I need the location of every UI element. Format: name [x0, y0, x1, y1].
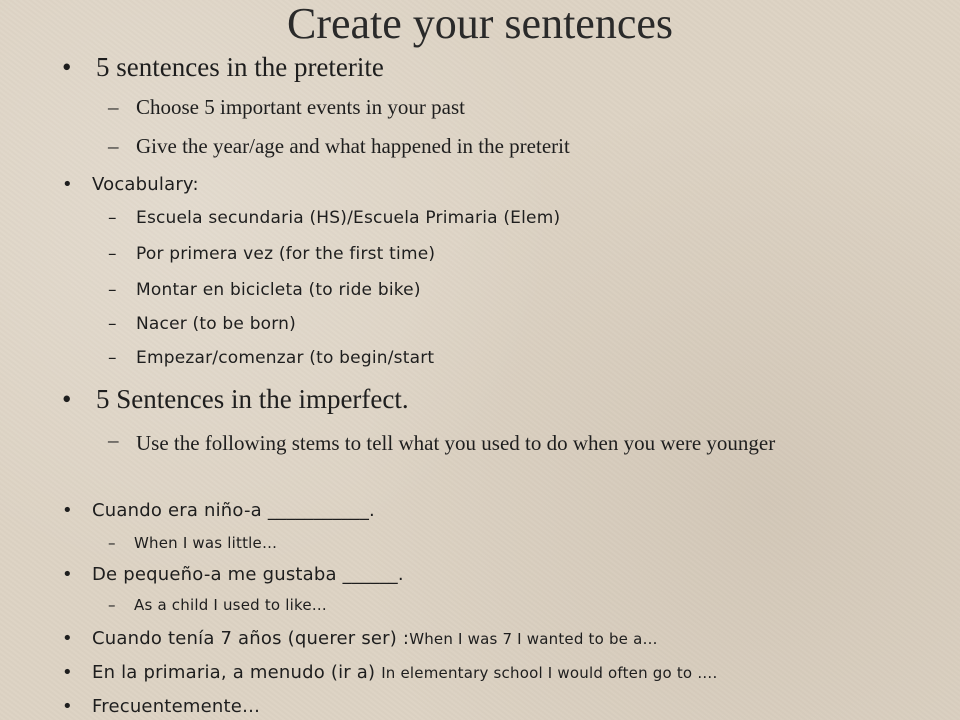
- stem-translation: When I was little…: [134, 534, 278, 552]
- dash-icon: –: [108, 428, 119, 452]
- list-item-text: Give the year/age and what happened in the preterit: [136, 134, 570, 158]
- dash-icon: –: [108, 244, 117, 264]
- stem-translation: In elementary school I would often go to ….: [381, 664, 718, 682]
- dash-icon: –: [108, 314, 117, 334]
- list-item-text: Use the following stems to tell what you used to do when you were younger: [136, 431, 776, 455]
- bullet-icon: •: [62, 174, 73, 195]
- dash-icon: –: [108, 348, 117, 368]
- bullet-icon: •: [62, 384, 72, 414]
- stem-translation: When I was 7 I wanted to be a…: [409, 630, 658, 648]
- dash-icon: –: [108, 280, 117, 300]
- bullet-icon: •: [62, 662, 73, 683]
- imperfect-heading: 5 Sentences in the imperfect.: [96, 384, 409, 414]
- bullet-icon: •: [62, 628, 73, 649]
- stem-text: Cuando tenía 7 años (querer ser) :: [92, 628, 410, 649]
- dash-icon: –: [108, 95, 119, 119]
- stem-text: En la primaria, a menudo (ir a): [92, 662, 376, 683]
- bullet-icon: •: [62, 52, 72, 82]
- slide-title: Create your sentences: [286, 0, 674, 48]
- stem-translation: As a child I used to like…: [134, 596, 327, 614]
- stem-text: Cuando era niño-a ___________.: [92, 500, 375, 521]
- dash-icon: –: [108, 208, 117, 228]
- vocabulary-item: Nacer (to be born): [136, 314, 296, 334]
- vocabulary-item: Empezar/comenzar (to begin/start: [136, 348, 435, 368]
- vocabulary-item: Escuela secundaria (HS)/Escuela Primaria (Elem): [136, 208, 561, 228]
- preterite-heading: 5 sentences in the preterite: [96, 52, 384, 82]
- list-item-text: Choose 5 important events in your past: [136, 95, 465, 119]
- vocabulary-heading: Vocabulary:: [92, 174, 199, 195]
- dash-icon: –: [108, 134, 119, 158]
- bullet-icon: •: [62, 500, 73, 521]
- bullet-icon: •: [62, 696, 73, 717]
- dash-icon: –: [108, 534, 116, 552]
- stem-text: De pequeño-a me gustaba ______.: [92, 564, 404, 585]
- vocabulary-item: Montar en bicicleta (to ride bike): [136, 280, 421, 300]
- dash-icon: –: [108, 596, 116, 614]
- vocabulary-item: Por primera vez (for the first time): [136, 244, 436, 264]
- bullet-icon: •: [62, 564, 73, 585]
- stem-text: Frecuentemente…: [92, 696, 261, 717]
